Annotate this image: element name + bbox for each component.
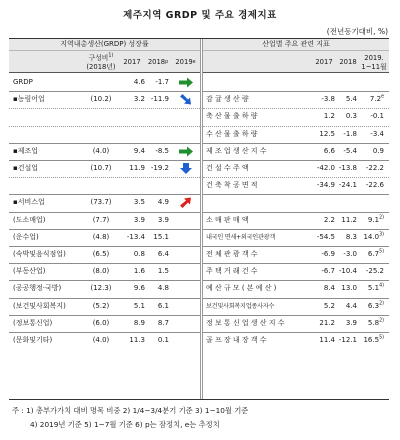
indicator-row: [203, 177, 389, 194]
indicator-row-2017: -34.9: [316, 181, 335, 190]
indicator-row-2018: -3.0: [343, 250, 357, 258]
indicator-row: [203, 332, 389, 349]
indicator-row-2018: -24.1: [338, 181, 357, 190]
grdp-row-label: ▪서비스업: [13, 198, 45, 207]
indicator-panel: [203, 39, 389, 399]
grdp-row-label: (부동산업): [13, 267, 46, 276]
grdp-row-share: [83, 126, 119, 143]
indicator-row-2018: 5.4: [345, 95, 357, 104]
indicator-row-2017: 2.2: [323, 215, 335, 224]
grdp-row-2018: 3.9: [157, 215, 169, 224]
indicator-row: [203, 143, 389, 160]
grdp-row-2018: 6.4: [157, 250, 169, 258]
indicator-row-2017: 12.5: [319, 129, 335, 138]
grdp-row: [9, 263, 200, 280]
indicator-row-2019: [358, 315, 384, 332]
grdp-row-2017: -13.4: [126, 232, 145, 241]
indicator-row-label: 감귤생산량: [206, 95, 251, 104]
grdp-row-2017: 8.9: [133, 318, 145, 327]
indicator-row: [203, 246, 389, 263]
indicator-row-label: 수산물출하량: [206, 129, 260, 138]
grdp-row-2017: 3.2: [133, 95, 145, 104]
footnote-marker: 2): [379, 301, 384, 307]
grdp-row-2019-trend: [169, 332, 200, 349]
indicator-row-2017: 8.4: [323, 284, 335, 293]
indicator-row-2018: -10.4: [338, 267, 357, 276]
grdp-row-2019-trend: [169, 74, 200, 91]
grdp-row-2019-trend: [169, 263, 200, 280]
up-right-arrow-icon: [179, 197, 193, 208]
indicator-2019-value: -0.1: [370, 112, 384, 121]
grdp-row-2019-trend: [169, 246, 200, 263]
indicator-row-2019: [358, 332, 384, 349]
indicator-row: [203, 126, 389, 143]
footnote-line-2: 4) 2019년 기준 5) 1~7월 기준 6) p는 잠정치, e는 추정치: [30, 420, 220, 429]
grdp-row-2017: 11.9: [129, 164, 145, 172]
indicator-row: [203, 298, 389, 315]
header-right-2019: 2019. 1~11월: [361, 53, 387, 71]
down-arrow-icon: [179, 163, 193, 174]
indicator-2019-value: -22.2: [365, 164, 384, 172]
indicator-row-2017: [315, 194, 335, 211]
indicator-row-2019: [358, 177, 384, 194]
grdp-row-2018: -19.2: [150, 164, 169, 172]
indicator-row-2018: -5.4: [343, 146, 357, 155]
grdp-row-2017: 3.9: [133, 215, 145, 224]
indicator-row-2017: -6.7: [321, 267, 335, 276]
grdp-row-label: ▪건설업: [13, 164, 39, 172]
indicator-2019-value: 6.3: [367, 301, 380, 310]
header-share: 구성비$^{1)}$ (2018년): [86, 53, 116, 71]
grdp-row: [9, 246, 200, 263]
flat-arrow-icon: [179, 146, 193, 157]
indicator-row-2019: [358, 194, 384, 211]
grdp-row-share: (5.2): [92, 301, 110, 310]
grdp-row-share: [83, 108, 119, 125]
header-2019: 2019 e: [175, 58, 196, 66]
grdp-row-2018: 0.1: [157, 336, 169, 344]
indicator-row: [203, 212, 389, 229]
grdp-row: [9, 229, 200, 246]
indicator-row-2019: [358, 108, 384, 125]
grdp-row-2018: -8.5: [155, 146, 169, 155]
indicator-row: [203, 315, 389, 332]
indicator-2019-value: 5.8: [367, 318, 380, 327]
grdp-row-share: (6.0): [92, 318, 110, 327]
indicator-row-2018: 8.3: [345, 232, 357, 241]
indicator-row-2017: 5.2: [323, 301, 335, 310]
grdp-row-2018: [145, 126, 169, 143]
grdp-row-label: (공공행정·국방): [13, 284, 62, 293]
indicator-row-label: [206, 194, 318, 211]
indicator-row-2017: 21.2: [319, 318, 335, 327]
footnote-marker: 2): [379, 318, 384, 324]
indicator-row-2017: 11.4: [319, 336, 335, 344]
indicator-row-2018: [336, 74, 357, 91]
indicator-row-2018: -12.1: [338, 336, 357, 344]
grdp-group-header: 지역내총생산(GRDP) 성장률: [9, 39, 200, 50]
indicator-row-2019: [358, 91, 384, 108]
grdp-row: [9, 143, 200, 160]
indicator-row-2018: -13.8: [338, 164, 357, 172]
grdp-row-label: ▪농림어업: [13, 95, 45, 104]
indicator-row-2019: [358, 298, 384, 315]
grdp-row-share: [83, 74, 119, 91]
indicator-row-label: 전체관광객수: [206, 250, 260, 258]
grdp-row-2019-trend: [169, 108, 200, 125]
indicator-row-2018: 13.0: [341, 284, 357, 293]
indicator-row-2017: [315, 74, 335, 91]
indicator-column-headers: [203, 50, 389, 73]
indicator-row-2018: -1.8: [343, 129, 357, 138]
indicator-row-label: 소매판매액: [206, 215, 251, 224]
grdp-row-2017: [119, 108, 145, 125]
indicator-row-2017: 1.2: [323, 112, 335, 121]
grdp-column-headers: [9, 50, 200, 73]
indicator-row: [203, 263, 389, 280]
grdp-row-2017: 9.4: [133, 146, 145, 155]
indicator-row: [203, 280, 389, 297]
indicator-row-2019: [358, 143, 384, 160]
grdp-row-2018: -11.9: [150, 95, 169, 104]
grdp-row-2018: 1.5: [157, 267, 169, 276]
indicator-row-2019: [358, 212, 384, 229]
grdp-row-2019-trend: [169, 315, 200, 332]
grdp-row: [9, 177, 200, 194]
grdp-row-2017: 3.5: [133, 198, 145, 207]
grdp-row-2017: 5.1: [133, 301, 145, 310]
grdp-row-label: GRDP: [13, 78, 33, 86]
grdp-row: [9, 74, 200, 91]
grdp-row-2018: 4.8: [157, 284, 169, 293]
grdp-row-2017: 9.6: [133, 284, 145, 293]
grdp-row: [9, 332, 200, 349]
grdp-row: [9, 160, 200, 177]
indicator-row-label: 축산물출하량: [206, 112, 260, 121]
indicator-row-2019: [358, 263, 384, 280]
grdp-row-label: (보건및사회복지): [13, 301, 66, 310]
footnote-marker: 4): [379, 284, 384, 290]
grdp-row-share: (4.0): [92, 146, 110, 155]
header-right-2017: 2017: [315, 58, 333, 66]
grdp-row-share: (73.7): [90, 198, 112, 207]
indicator-row: [203, 108, 389, 125]
indicator-table: [9, 38, 389, 400]
grdp-row-2017: 11.3: [129, 336, 145, 344]
indicator-2019-value: -25.2: [365, 267, 384, 276]
grdp-row-2019-trend: [169, 143, 200, 160]
indicator-row-label: 정보통신업생산지수: [206, 318, 287, 327]
indicator-row-label: 건축착공면적: [206, 181, 260, 190]
indicator-row-2018: 4.4: [345, 301, 357, 310]
grdp-row-label: (운수업): [13, 232, 39, 241]
indicator-row-label: 제조업생산지수: [206, 146, 269, 155]
grdp-row-2018: 6.1: [157, 301, 169, 310]
down-right-arrow-icon: [179, 94, 193, 105]
indicator-row-2018: 11.2: [341, 215, 357, 224]
indicator-row-label: 건설수주액: [206, 164, 251, 172]
grdp-row-label: (도소매업): [13, 215, 46, 224]
grdp-row: [9, 280, 200, 297]
grdp-row-2019-trend: [169, 177, 200, 194]
indicator-row: [203, 74, 389, 91]
header-2018: 2018 p: [147, 58, 169, 66]
indicator-row: [203, 160, 389, 177]
grdp-row-share: (4.0): [92, 336, 110, 344]
unit-note: (전년동기대비, %): [326, 27, 388, 36]
flat-arrow-icon: [179, 77, 193, 88]
footnote-marker: 2): [379, 215, 384, 221]
indicator-row-2017: -42.0: [316, 164, 335, 172]
grdp-row-2017: [119, 126, 145, 143]
grdp-row-share: (10.7): [90, 164, 112, 172]
indicator-row-label: 내국인 면세+외국인관광객: [206, 233, 275, 241]
indicator-row: [203, 91, 389, 108]
indicator-group-header: 산업별 주요 관련 지표: [203, 39, 389, 50]
indicator-2019-value: 14.0: [363, 232, 380, 241]
header-right-2018: 2018: [339, 58, 357, 66]
indicator-row-2017: -3.8: [321, 95, 335, 104]
indicator-2019-value: 16.5: [363, 336, 380, 344]
footnote-marker: e: [381, 94, 384, 100]
grdp-row-2019-trend: [169, 212, 200, 229]
grdp-row-share: (8.0): [92, 267, 110, 276]
grdp-row-2019-trend: [169, 194, 200, 211]
indicator-row-label: 예산규모(본예산): [206, 284, 279, 293]
indicator-row-2018: [336, 194, 357, 211]
grdp-row-2018: -1.7: [155, 78, 169, 86]
grdp-row-label: (문화및기타): [13, 336, 53, 344]
grdp-row-2017: 4.6: [133, 78, 145, 86]
indicator-row-2018: 3.9: [345, 318, 357, 327]
grdp-row-label: ▪제조업: [13, 146, 39, 155]
indicator-2019-value: -22.6: [365, 181, 384, 190]
indicator-row-2019: [358, 229, 384, 246]
grdp-row-2019-trend: [169, 126, 200, 143]
indicator-2019-value: 9.1: [367, 215, 380, 224]
indicator-row-label: 주택거래건수: [206, 267, 260, 276]
grdp-row: [9, 194, 200, 211]
grdp-row-2019-trend: [169, 91, 200, 108]
indicator-row-2019: [358, 280, 384, 297]
indicator-row-2019: [358, 246, 384, 263]
grdp-row: [9, 108, 200, 125]
grdp-row-share: (6.5): [92, 250, 110, 258]
grdp-row-2018: 8.7: [157, 318, 169, 327]
indicator-row-2019: [358, 74, 384, 91]
page-title: 제주지역 GRDP 및 주요 경제지표: [123, 10, 277, 21]
footnote-marker: 5): [379, 335, 384, 341]
grdp-row-label: (정보통신업): [13, 318, 53, 327]
indicator-row-2019: [358, 126, 384, 143]
indicator-2019-value: 5.1: [367, 284, 380, 293]
grdp-row: [9, 126, 200, 143]
grdp-row-2017: [119, 177, 145, 194]
indicator-2019-value: 7.2: [369, 95, 382, 104]
indicator-2019-value: 0.9: [372, 146, 384, 155]
header-2017: 2017: [123, 58, 141, 66]
grdp-panel: [9, 39, 200, 399]
indicator-2019-value: 6.7: [367, 250, 380, 258]
grdp-row-2019-trend: [169, 298, 200, 315]
grdp-row-share: (12.3): [90, 284, 112, 293]
grdp-row-2018: 15.1: [153, 232, 169, 241]
grdp-row-2018: [145, 177, 169, 194]
grdp-row: [9, 315, 200, 332]
indicator-row-label: 보건및사회복지업종사자수: [206, 302, 275, 310]
indicator-row-label: 골프장내장객수: [206, 336, 269, 344]
grdp-row: [9, 91, 200, 108]
grdp-row-share: [83, 177, 119, 194]
indicator-row-2017: 6.6: [323, 146, 335, 155]
grdp-row-share: (10.2): [90, 95, 112, 104]
footnote-line-1: 주 : 1) 총부가가치 대비 명목 비중 2) 1/4~3/4분기 기준 3) 1~10월 기준: [12, 406, 249, 415]
grdp-row-2019-trend: [169, 280, 200, 297]
indicator-row: [203, 229, 389, 246]
grdp-row-2018: 4.9: [157, 198, 169, 207]
indicator-row-2017: -54.5: [316, 232, 335, 241]
indicator-row-label: [206, 74, 318, 91]
indicator-row: [203, 194, 389, 211]
grdp-row-2019-trend: [169, 229, 200, 246]
footnote-marker: 3): [379, 232, 384, 238]
grdp-row-share: (7.7): [92, 215, 110, 224]
indicator-row-2019: [358, 160, 384, 177]
grdp-row-2017: 1.6: [133, 267, 145, 276]
grdp-row-2017: 0.8: [133, 250, 145, 258]
indicator-2019-value: -3.4: [370, 129, 384, 138]
grdp-row-label: (숙박및음식점업): [13, 250, 66, 258]
grdp-row: [9, 212, 200, 229]
indicator-row-2018: 0.3: [345, 112, 357, 121]
grdp-row-2019-trend: [169, 160, 200, 177]
grdp-row: [9, 298, 200, 315]
indicator-row-2017: -6.9: [321, 250, 335, 258]
footnote-marker: 5): [379, 249, 384, 255]
grdp-row-2018: [145, 108, 169, 125]
grdp-row-share: (4.8): [92, 232, 110, 241]
